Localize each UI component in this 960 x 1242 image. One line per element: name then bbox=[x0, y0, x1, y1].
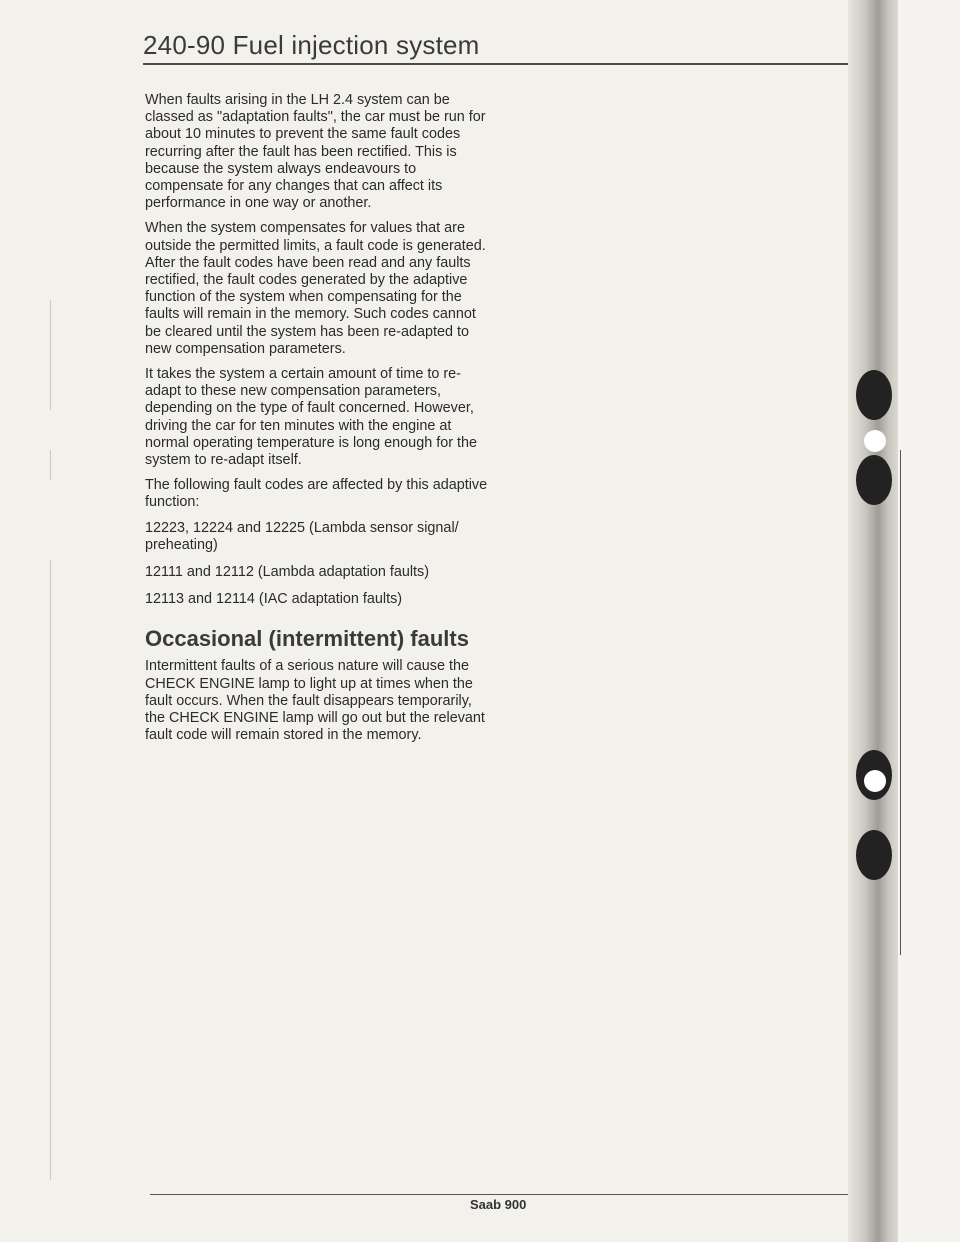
adjacent-page-line bbox=[900, 450, 901, 955]
footer-rule bbox=[150, 1194, 850, 1195]
binder-hole-highlight bbox=[864, 430, 886, 452]
margin-line bbox=[50, 560, 51, 1180]
binder-hole bbox=[856, 370, 892, 420]
paragraph-readapt-time: It takes the system a certain amount of time to re-adapt to these new compensation parameters, depending on the type of fault concerned. However, driving the car for ten minutes with the engine at normal operating temperature is long enough for the system to re-adapt itself. bbox=[145, 366, 477, 469]
footer-text: Saab 900 bbox=[470, 1197, 527, 1212]
header-rule bbox=[143, 63, 848, 65]
binding-strip bbox=[848, 0, 898, 1242]
binder-hole-highlight bbox=[864, 770, 886, 792]
binder-hole bbox=[856, 830, 892, 880]
margin-line bbox=[50, 450, 51, 480]
paragraph-affected-codes-intro: The following fault codes are affected by this adaptive function: bbox=[145, 477, 488, 511]
fault-code-lambda-adaptation: 12111 and 12112 (Lambda adaptation faults) bbox=[145, 564, 430, 581]
paragraph-adaptation-faults: When faults arising in the LH 2.4 system can be classed as "adaptation faults", the car must be run for about 10 minutes to prevent the same fault codes recurring after the fault has been rectified. This is because the system always endeavours to compensate for any changes that can affect its performance in one way or another. bbox=[145, 92, 486, 212]
paragraph-intermittent-faults: Intermittent faults of a serious nature will cause the CHECK ENGINE lamp to light up at times when the fault occurs. When the fault disappears temporarily, the CHECK ENGINE lamp will go out but the relevant fault code will remain stored in the memory. bbox=[145, 658, 485, 744]
fault-code-iac-adaptation: 12113 and 12114 (IAC adaptation faults) bbox=[145, 591, 403, 608]
main-content bbox=[145, 92, 490, 753]
paragraph-compensation: When the system compensates for values that are outside the permitted limits, a fault code is generated. After the fault codes have been read and any faults rectified, the fault codes generated by the adaptive function of the system when compensating for the faults will remain in the memory. Such codes cannot be cleared until the system has been re-adapted to new compensation parameters. bbox=[145, 220, 486, 357]
section-heading-intermittent-faults: Occasional (intermittent) faults bbox=[145, 626, 469, 652]
fault-code-lambda-sensor: 12223, 12224 and 12225 (Lambda sensor signal/ preheating) bbox=[145, 519, 459, 553]
page-header-title: 240-90 Fuel injection system bbox=[143, 30, 480, 60]
binder-hole bbox=[856, 455, 892, 505]
margin-line bbox=[50, 300, 51, 410]
adjacent-page-edge bbox=[898, 0, 960, 1242]
